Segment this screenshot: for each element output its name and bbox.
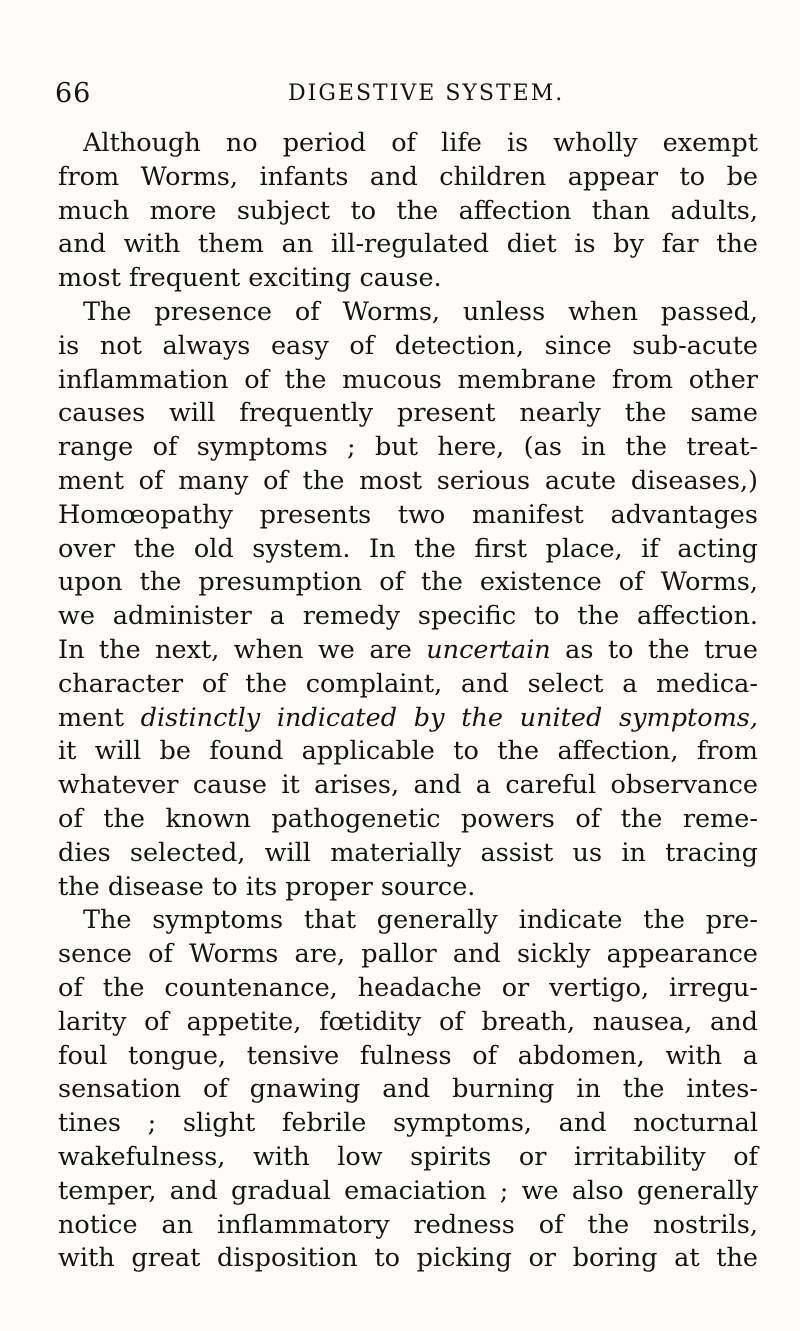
- text-line: upon the presumption of the existence of Worms,: [58, 567, 758, 598]
- text-line: sence of Worms are, pallor and sickly appearance: [58, 939, 758, 970]
- italic-emphasis: distinctly indicated by the united symptoms,: [140, 702, 759, 733]
- text-line: [58, 634, 758, 668]
- text-line: [58, 702, 758, 736]
- text-line: character of the complaint, and select a medica-: [58, 668, 758, 699]
- text-line: is not always easy of detection, since sub-acute: [58, 330, 758, 361]
- text-line: foul tongue, tensive fulness of abdomen, with a: [58, 1040, 758, 1071]
- text-line: dies selected, will materially assist us in tracing: [58, 837, 758, 868]
- text-run: as to the true: [565, 634, 759, 665]
- text-line: inflammation of the mucous membrane from other: [58, 364, 758, 395]
- text-line: The presence of Worms, unless when passed,: [83, 296, 758, 327]
- text-line: Homœopathy presents two manifest advantages: [58, 499, 758, 530]
- text-line: the disease to its proper source.: [58, 871, 476, 902]
- running-head-title: DIGESTIVE SYSTEM.: [288, 81, 565, 106]
- text-line: temper, and gradual emaciation ; we also generally: [58, 1175, 758, 1206]
- text-run: ment: [58, 702, 124, 733]
- text-line: range of symptoms ; but here, (as in the treat-: [58, 432, 758, 463]
- text-line: most frequent exciting cause.: [58, 263, 442, 294]
- text-line: sensation of gnawing and burning in the intes-: [58, 1074, 758, 1105]
- text-line: of the countenance, headache or vertigo, irregu-: [58, 972, 758, 1003]
- page-number: 66: [55, 78, 92, 109]
- italic-emphasis: uncertain: [426, 634, 551, 665]
- text-line: it will be found applicable to the affection, from: [58, 736, 758, 767]
- text-line: notice an inflammatory redness of the nostrils,: [58, 1209, 758, 1240]
- text-line: of the known pathogenetic powers of the reme-: [58, 803, 758, 834]
- body-text: [58, 127, 758, 1276]
- text-line: causes will frequently present nearly the same: [58, 398, 758, 429]
- text-line: The symptoms that generally indicate the pre-: [83, 905, 758, 936]
- text-line: ment of many of the most serious acute diseases,): [58, 465, 758, 496]
- text-line: from Worms, infants and children appear to be: [58, 161, 758, 192]
- text-line: tines ; slight febrile symptoms, and nocturnal: [58, 1108, 758, 1139]
- text-line: with great disposition to picking or boring at the: [58, 1243, 758, 1274]
- text-line: and with them an ill-regulated diet is by far the: [58, 229, 758, 260]
- running-head: [55, 78, 755, 118]
- text-line: larity of appetite, fœtidity of breath, nausea, and: [58, 1006, 758, 1037]
- text-line: much more subject to the affection than adults,: [58, 195, 758, 226]
- text-line: Although no period of life is wholly exempt: [83, 128, 758, 158]
- text-line: whatever cause it arises, and a careful observance: [58, 770, 758, 801]
- text-line: we administer a remedy specific to the affection.: [58, 601, 758, 632]
- text-line: wakefulness, with low spirits or irritability of: [58, 1141, 758, 1172]
- text-line: over the old system. In the first place, if acting: [58, 533, 758, 564]
- text-run: In the next, when we are: [58, 634, 412, 665]
